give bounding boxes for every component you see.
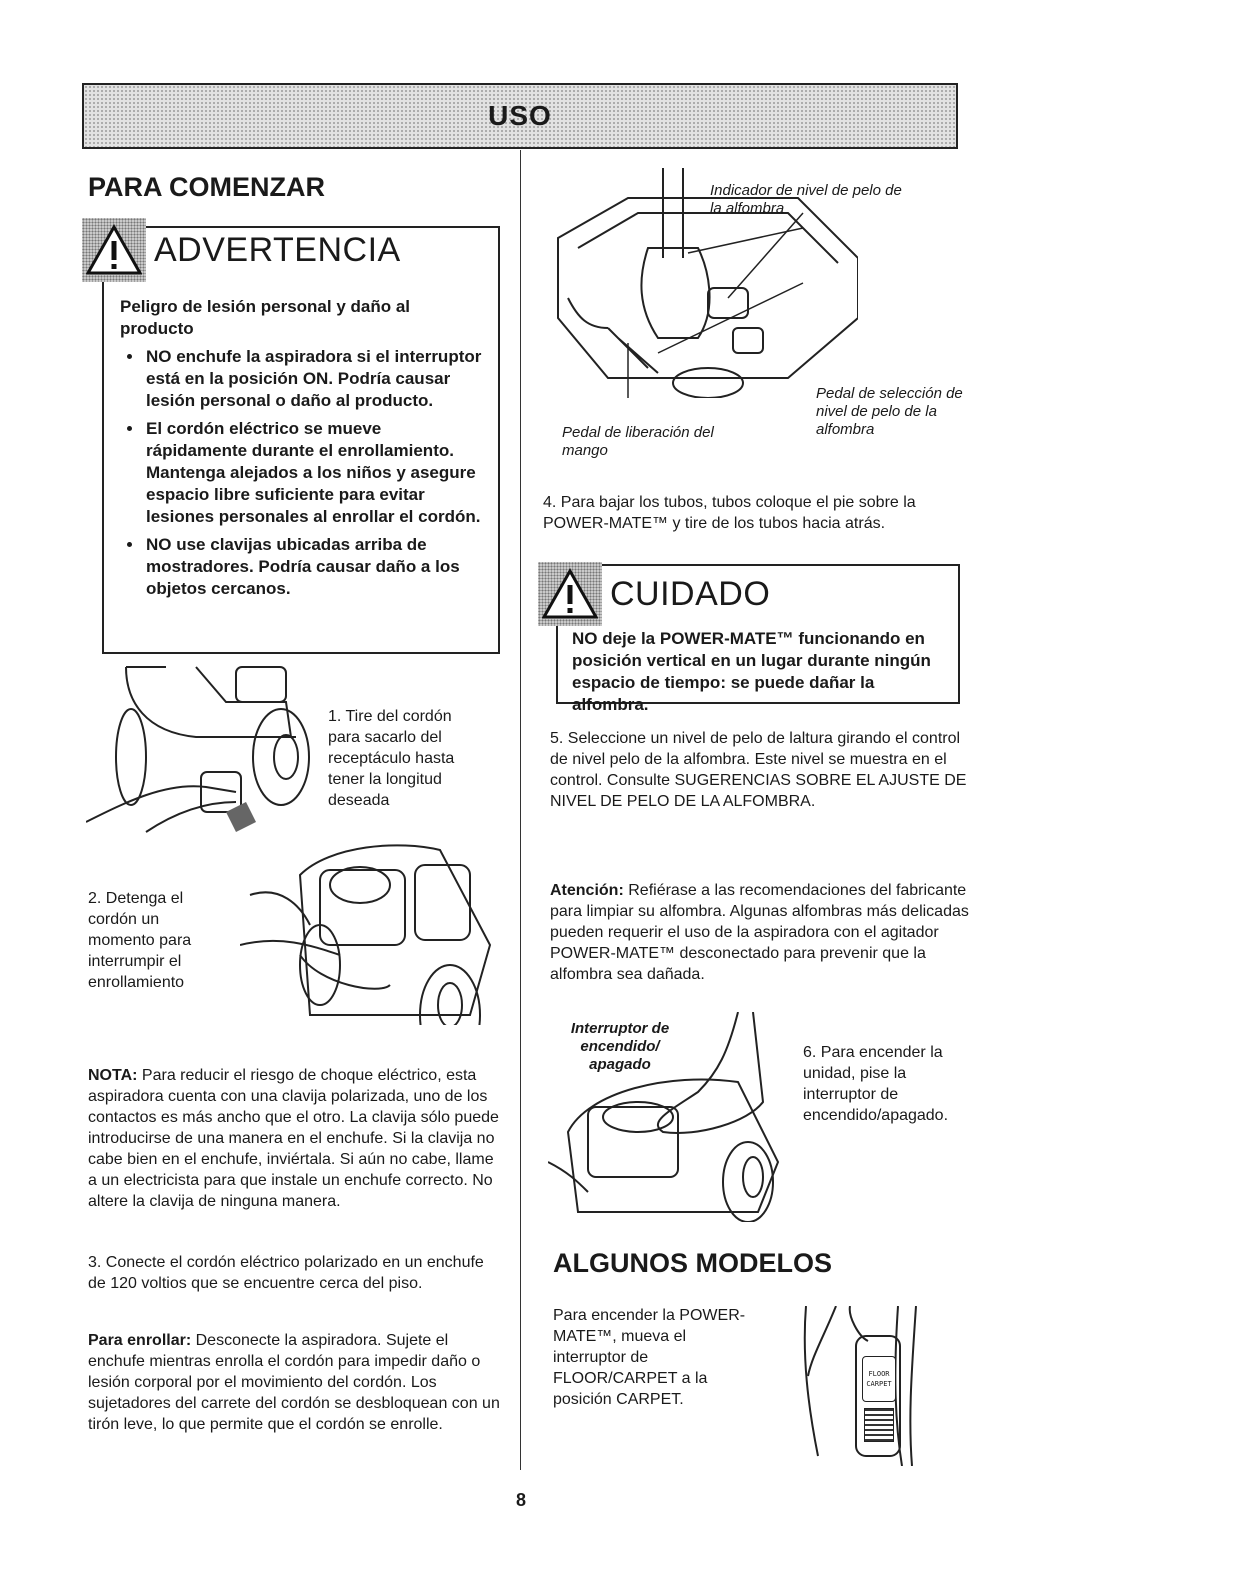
step-4-number: 4. (543, 494, 557, 511)
step-6-number: 6. (803, 1044, 817, 1061)
step-1 (328, 706, 478, 811)
switch-label-carpet: CARPET (866, 1380, 892, 1388)
warning-item: • NO enchufe la aspiradora si el interruptor está en la posición ON. Podría causar lesión personal o daño al producto. (144, 346, 482, 412)
rewind-label: Para enrollar: (88, 1332, 192, 1349)
cord-pull-illustration (86, 662, 316, 837)
step-6-text: Para encender la unidad, pise la interruptor de encendido/apagado. (803, 1044, 949, 1124)
label-selection-pedal: Pedal de selección de nivel de pelo de la alfombra (816, 385, 963, 438)
attention-paragraph (550, 880, 970, 985)
floor-carpet-switch[interactable] (862, 1356, 896, 1402)
note-text: Para reducir el riesgo de choque eléctrico, esta aspiradora cuenta con una clavija polarizada, uno de los contactos es más ancho que el otro. La clavija sólo puede introducirse de una manera en el enchufe. Si la clavija no cabe bien en el enchufe, inviértala. Si aún no cabe, llame a un electricista para que instale un enchufe correcto. No altere la clavija de ninguna manera. (88, 1067, 499, 1210)
section-title-start: PARA COMENZAR (88, 172, 325, 202)
rewind-paragraph (88, 1330, 500, 1435)
warning-list (120, 346, 482, 600)
note-paragraph (88, 1065, 500, 1212)
step-5 (550, 728, 970, 812)
step-4 (543, 492, 968, 534)
step-3-text: Conecte el cordón eléctrico polarizado en un enchufe de 120 voltios que se encuentre cerca del piso. (88, 1254, 484, 1292)
label-pile-indicator: Indicador de nivel de pelo de la alfombra (710, 182, 902, 217)
warning-item: • NO use clavijas ubicadas arriba de mostradores. Podría causar daño a los objetos cercanos. (144, 534, 482, 600)
banner-title: USO (488, 100, 552, 131)
warning-triangle-icon (82, 218, 146, 282)
step-2-text: Detenga el cordón un momento para interrumpir el enrollamiento (88, 890, 192, 991)
step-6 (803, 1042, 968, 1126)
step-1-text: Tire del cordón para sacarlo del receptáculo hasta tener la longitud deseada (328, 708, 455, 809)
section-banner (82, 83, 958, 149)
models-text: Para encender la POWER-MATE™, mueva el interruptor de FLOOR/CARPET a la posición CARPET. (553, 1307, 746, 1408)
caution-box (556, 564, 960, 714)
attention-text: Refiérase a las recomendaciones del fabricante para limpiar su alfombra. Algunas alfombras más delicadas pueden requerir el uso de la aspiradora con el agitador POWER-MATE™ desconectado para prevenir que la alfombra sea dañada. (550, 882, 969, 983)
step-2 (88, 888, 218, 993)
step-5-text: Seleccione un nivel de pelo de laltura girando el control de nivel pelo de la alfombra. Este nivel se muestra en el control. Consulte SUGERENCIAS SOBRE EL AJUSTE DE NIVEL DE PELO DE LA ALFOMBRA. (550, 730, 967, 810)
step-3-number: 3. (88, 1254, 102, 1271)
step-1-number: 1. (328, 708, 342, 725)
page-number: 8 (516, 1490, 527, 1510)
cord-stop-illustration (240, 835, 502, 1025)
switch-label-floor: FLOOR (868, 1370, 890, 1378)
floor-carpet-handle (798, 1306, 928, 1466)
attention-label: Atención: (550, 882, 624, 899)
step-4-text: Para bajar los tubos, tubos coloque el pie sobre la POWER-MATE™ y tire de los tubos hacia atrás. (543, 494, 916, 532)
column-divider (520, 150, 521, 1470)
step-3 (88, 1252, 500, 1294)
warning-header (82, 218, 401, 282)
caution-header (538, 562, 770, 626)
step-2-number: 2. (88, 890, 102, 907)
warning-item: • El cordón eléctrico se mueve rápidamente durante el enrollamiento. Mantenga alejados a los niños y asegure espacio libre suficiente para evitar lesiones personales al enrollar el cordón. (144, 418, 482, 528)
step-5-number: 5. (550, 730, 564, 747)
caution-text: NO deje la POWER-MATE™ funcionando en posición vertical en un lugar durante ningún espacio de tiempo: se puede dañar la alfombra. (572, 629, 931, 714)
label-power-switch: Interruptor de encendido/ apagado (570, 1020, 670, 1073)
warning-title: ADVERTENCIA (154, 230, 401, 269)
switch-grip (864, 1408, 894, 1442)
warning-body (120, 296, 482, 606)
warning-box (102, 226, 500, 654)
caution-triangle-icon (538, 562, 602, 626)
rewind-text: Desconecte la aspiradora. Sujete el enchufe mientras enrolla el cordón para impedir daño o lesión corporal por el movimiento del cordón. Los sujetadores del carrete del cordón se desbloquean con un tirón leve, lo que permite que el cordón se enrolle. (88, 1332, 500, 1433)
label-release-pedal: Pedal de liberación del mango (562, 424, 714, 459)
warning-intro: Peligro de lesión personal y daño al producto (120, 297, 411, 338)
section-title-models: ALGUNOS MODELOS (553, 1248, 833, 1278)
caution-title: CUIDADO (610, 574, 771, 613)
note-label: NOTA: (88, 1067, 138, 1084)
